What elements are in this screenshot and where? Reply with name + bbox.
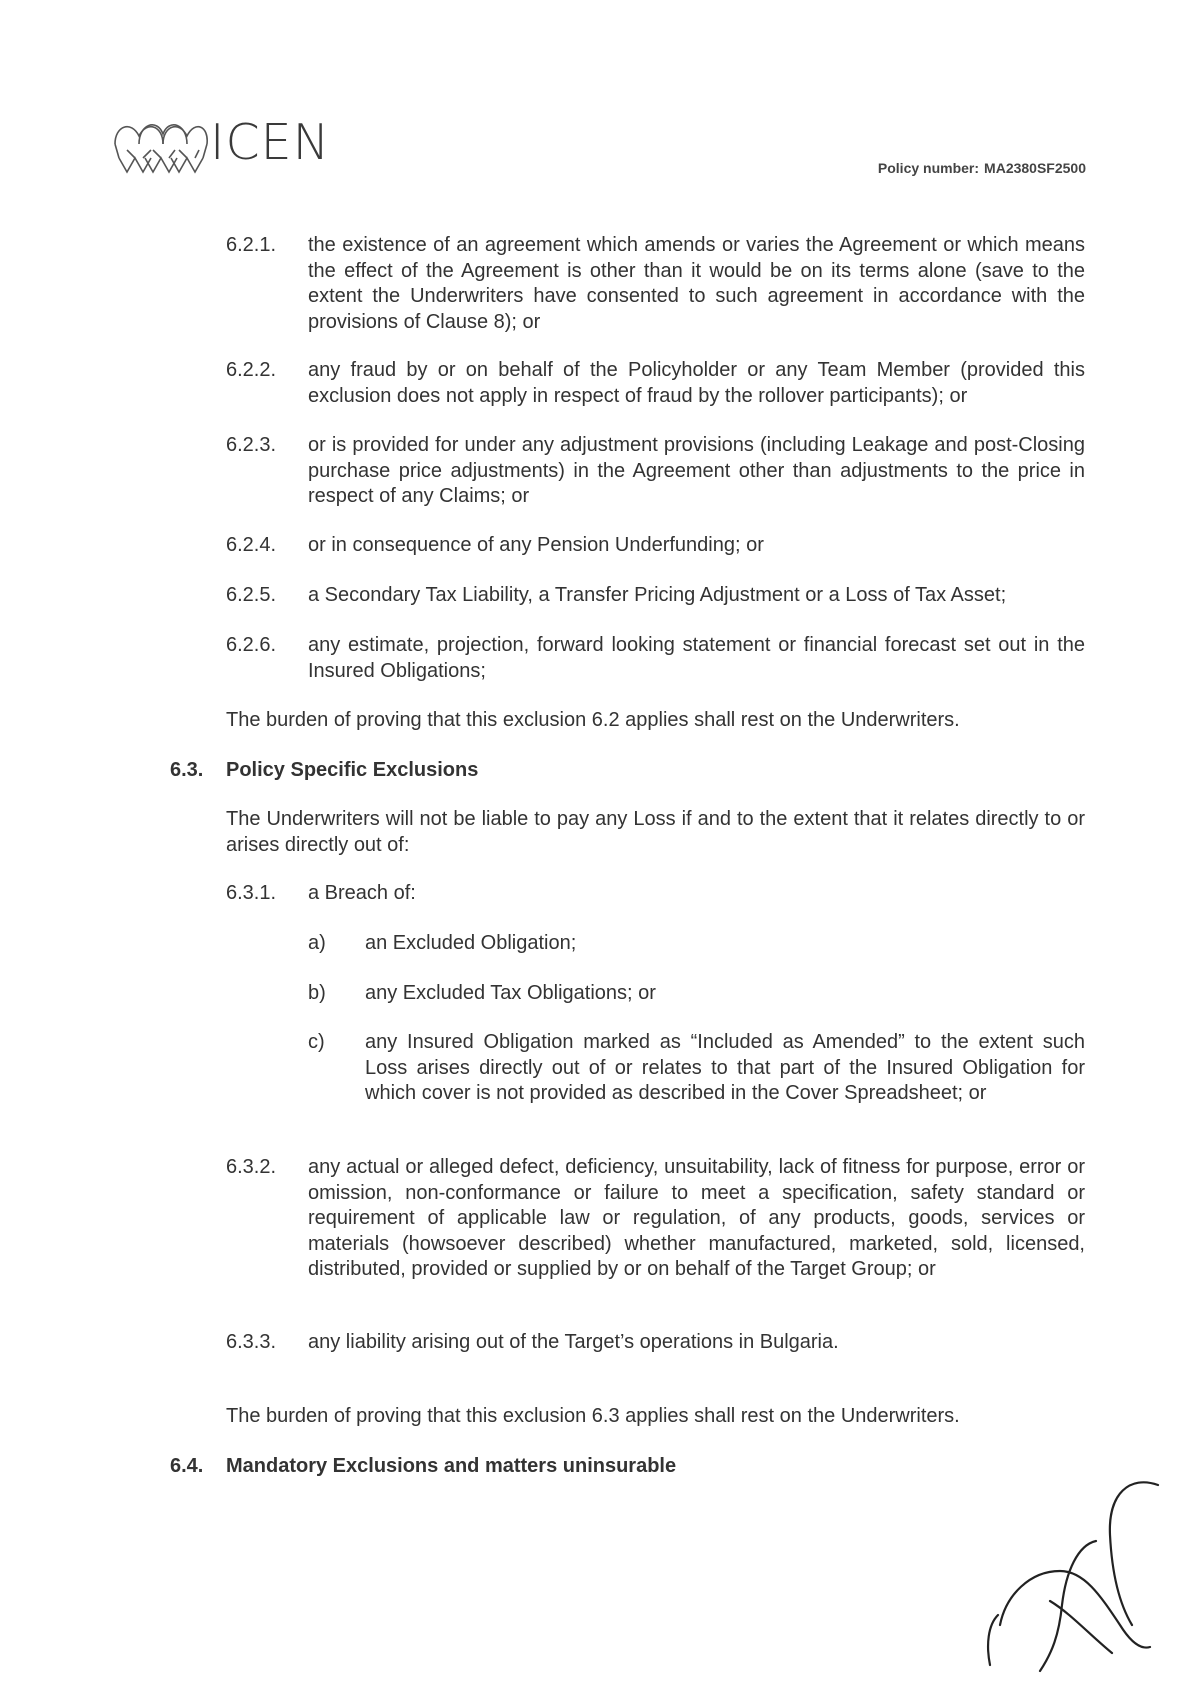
clause-number: 6.3.2.: [226, 1156, 277, 1178]
icen-logo-mark-icon: [113, 114, 209, 178]
section-title: Policy Specific Exclusions: [226, 759, 479, 781]
section-number: 6.3.: [170, 759, 204, 781]
subitem-text: any Insured Obligation marked as “Included as Amended” to the extent such Loss arises directly out of or relates to that part of the Insured Obligation for which cover is not provided as described in the Cover Spreadsheet; or: [365, 1031, 1085, 1104]
clause-text: a Breach of:: [308, 882, 416, 904]
policy-number: [878, 160, 1086, 176]
clause-number: 6.2.2.: [226, 359, 277, 381]
subitem-c: [308, 1030, 1085, 1107]
handwritten-initials-signature: [980, 1475, 1180, 1675]
clause-6-2-2: [226, 358, 1085, 409]
clause-text: or in consequence of any Pension Underfunding; or: [308, 534, 764, 556]
clause-6-3-2: [226, 1155, 1085, 1283]
clause-text: any fraud by or on behalf of the Policyholder or any Team Member (provided this exclusion does not apply in respect of fraud by the rollover participants); or: [308, 359, 1085, 407]
clause-number: 6.2.5.: [226, 584, 277, 606]
clause-text: a Secondary Tax Liability, a Transfer Pricing Adjustment or a Loss of Tax Asset;: [308, 584, 1007, 606]
clause-6-2-3: [226, 433, 1085, 510]
section-number: 6.4.: [170, 1455, 204, 1477]
clause-number: 6.3.3.: [226, 1331, 277, 1353]
clause-6-3-1: [226, 881, 1085, 907]
clause-number: 6.2.1.: [226, 234, 277, 256]
clause-6-2-4: [226, 533, 1085, 559]
intro-6-3: The Underwriters will not be liable to pay any Loss if and to the extent that it relates directly to or arises directly out of:: [226, 808, 1085, 856]
clause-number: 6.2.4.: [226, 534, 277, 556]
clause-6-2-5: [226, 583, 1085, 609]
clause-6-2-6: [226, 633, 1085, 684]
subitem-text: any Excluded Tax Obligations; or: [365, 982, 656, 1004]
subitem-a: [308, 931, 1085, 957]
subitem-label: b): [308, 982, 326, 1004]
subitem-label: c): [308, 1031, 325, 1053]
clause-text: the existence of an agreement which amends or varies the Agreement or which means the effect of the Agreement is other than it would be on its terms alone (save to the extent the Underwriters have consented to such agreement in accordance with the provisions of Clause 8); or: [308, 234, 1085, 333]
clause-number: 6.2.3.: [226, 434, 277, 456]
clause-text: any liability arising out of the Target’s operations in Bulgaria.: [308, 1331, 839, 1353]
burden-6-2: The burden of proving that this exclusion 6.2 applies shall rest on the Underwriters.: [226, 709, 960, 731]
subitem-label: a): [308, 932, 326, 954]
logo-text: ICEN: [210, 114, 331, 171]
clause-text: or is provided for under any adjustment provisions (including Leakage and post-Closing purchase price adjustments) in the Agreement other than adjustments to the price in respect of any Claims; or: [308, 434, 1085, 507]
policy-number-label: Policy number:: [877, 160, 980, 176]
subitem-b: [308, 981, 1085, 1007]
section-title: Mandatory Exclusions and matters uninsurable: [226, 1455, 677, 1477]
clause-text: any estimate, projection, forward looking statement or financial forecast set out in the Insured Obligations;: [308, 634, 1085, 682]
policy-number-value: MA2380SF2500: [984, 160, 1086, 176]
clause-text: any actual or alleged defect, deficiency, unsuitability, lack of fitness for purpose, error or omission, non-conformance or failure to meet a specification, safety standard or requirement of applicable law or regulation, of any products, goods, services or materials (howsoever described) whether manufactured, marketed, sold, licensed, distributed, provided or supplied by or on behalf of the Target Group; or: [308, 1156, 1085, 1280]
clause-number: 6.2.6.: [226, 634, 277, 656]
clause-number: 6.3.1.: [226, 882, 277, 904]
burden-6-3: The burden of proving that this exclusion 6.3 applies shall rest on the Underwriters.: [226, 1405, 960, 1427]
subitem-text: an Excluded Obligation;: [365, 932, 577, 954]
clause-6-2-1: [226, 233, 1085, 335]
clause-6-3-3: [226, 1330, 1085, 1356]
